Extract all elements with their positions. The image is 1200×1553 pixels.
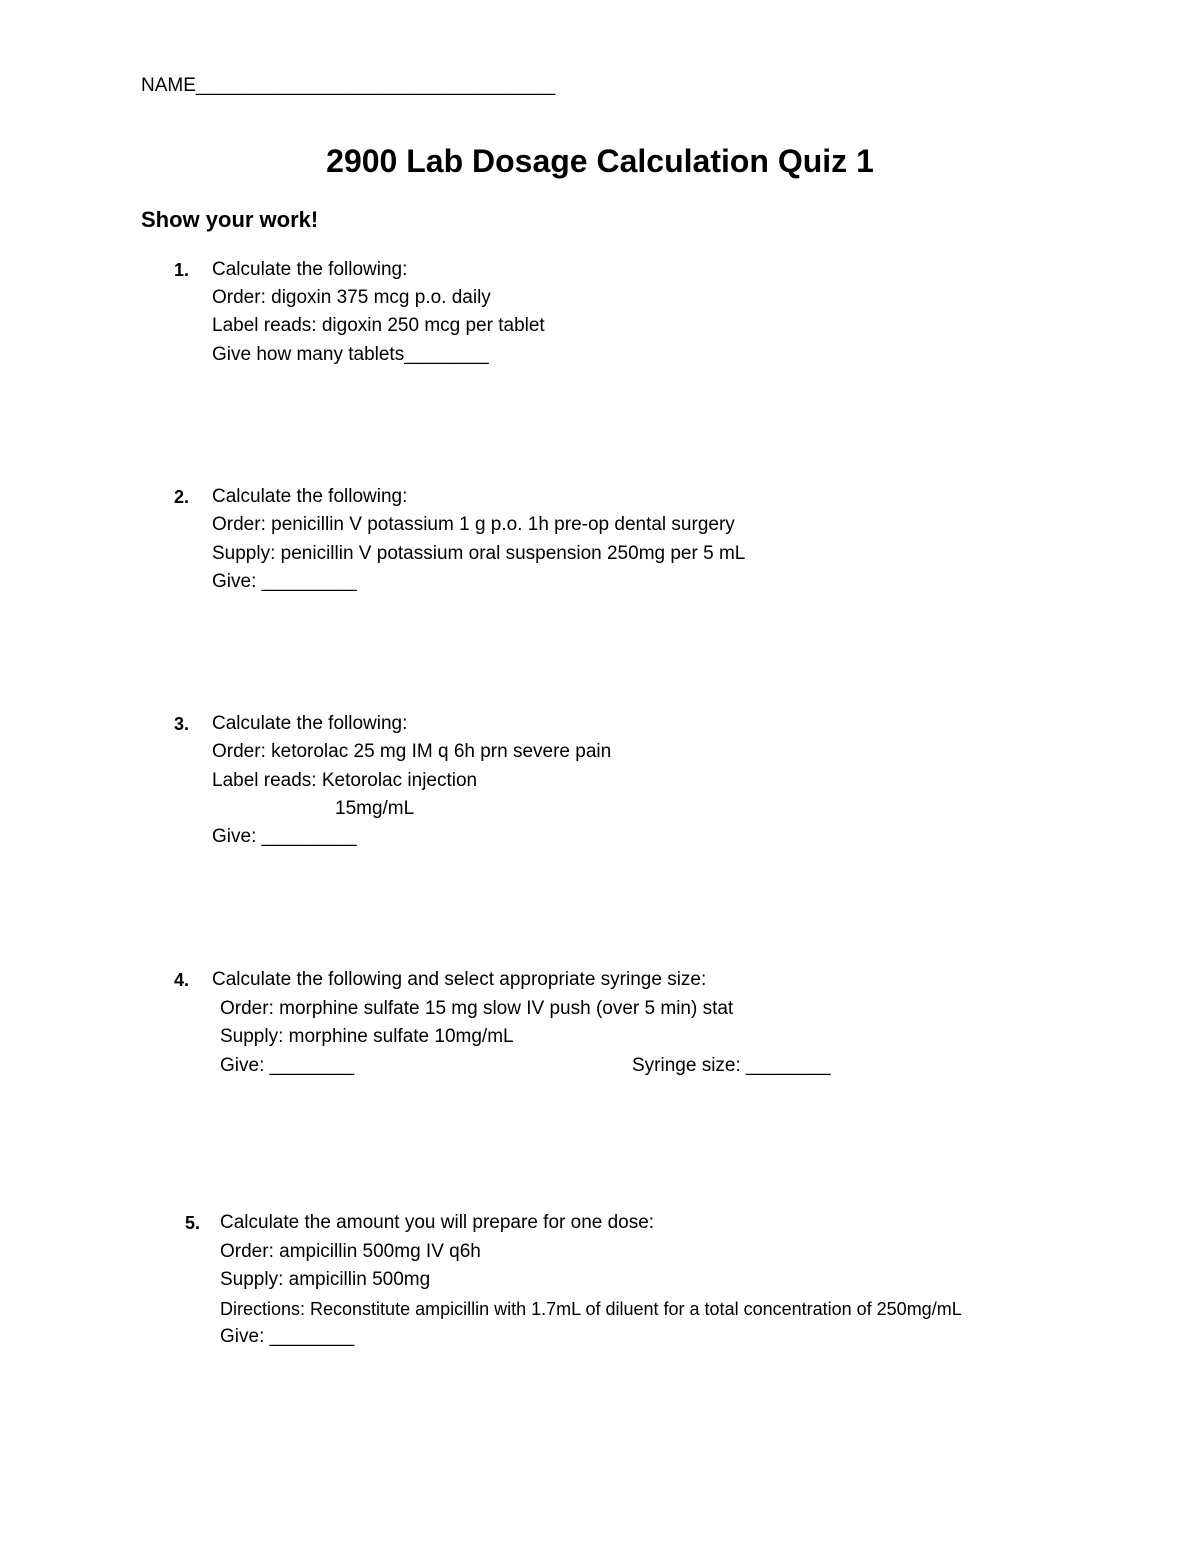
- question-line: Label reads: digoxin 250 mcg per tablet: [212, 315, 545, 336]
- question-number: 5.: [185, 1213, 201, 1233]
- answer-blank[interactable]: Give: _________: [212, 826, 357, 847]
- question-line: 15mg/mL: [335, 798, 415, 819]
- answer-blank[interactable]: Give: ________: [220, 1326, 355, 1347]
- question-line: Supply: ampicillin 500mg: [220, 1269, 431, 1290]
- instruction-heading: Show your work!: [141, 207, 319, 232]
- page-title: 2900 Lab Dosage Calculation Quiz 1: [326, 143, 874, 179]
- question-line: Order: ampicillin 500mg IV q6h: [220, 1241, 481, 1262]
- question-line: Supply: penicillin V potassium oral suspension 250mg per 5 mL: [212, 543, 746, 564]
- answer-blank[interactable]: Give: ________: [220, 1055, 355, 1076]
- question-line: Order: morphine sulfate 15 mg slow IV push (over 5 min) stat: [220, 998, 734, 1019]
- question-line: Calculate the following and select appropriate syringe size:: [212, 969, 707, 990]
- name-field[interactable]: NAME__________________________________: [141, 75, 556, 96]
- question-line: Label reads: Ketorolac injection: [212, 770, 478, 791]
- question-line: Order: digoxin 375 mcg p.o. daily: [212, 287, 491, 308]
- question-line: Supply: morphine sulfate 10mg/mL: [220, 1026, 514, 1047]
- question-line: Calculate the following:: [212, 259, 408, 280]
- answer-blank[interactable]: Give: _________: [212, 571, 357, 592]
- question-line: Directions: Reconstitute ampicillin with 1.7mL of diluent for a total concentration of 250mg/mL: [220, 1299, 962, 1319]
- question-line: Calculate the amount you will prepare for one dose:: [220, 1212, 655, 1233]
- question-line: Order: ketorolac 25 mg IM q 6h prn severe pain: [212, 741, 612, 762]
- syringe-size-blank[interactable]: Syringe size: ________: [632, 1055, 831, 1076]
- question-line: Calculate the following:: [212, 486, 408, 507]
- answer-blank[interactable]: Give how many tablets________: [212, 344, 489, 365]
- question-line: Order: penicillin V potassium 1 g p.o. 1h pre-op dental surgery: [212, 514, 735, 535]
- question-number: 4.: [174, 970, 190, 990]
- question-number: 1.: [174, 260, 190, 280]
- question-number: 2.: [174, 487, 190, 507]
- question-number: 3.: [174, 714, 190, 734]
- question-line: Calculate the following:: [212, 713, 408, 734]
